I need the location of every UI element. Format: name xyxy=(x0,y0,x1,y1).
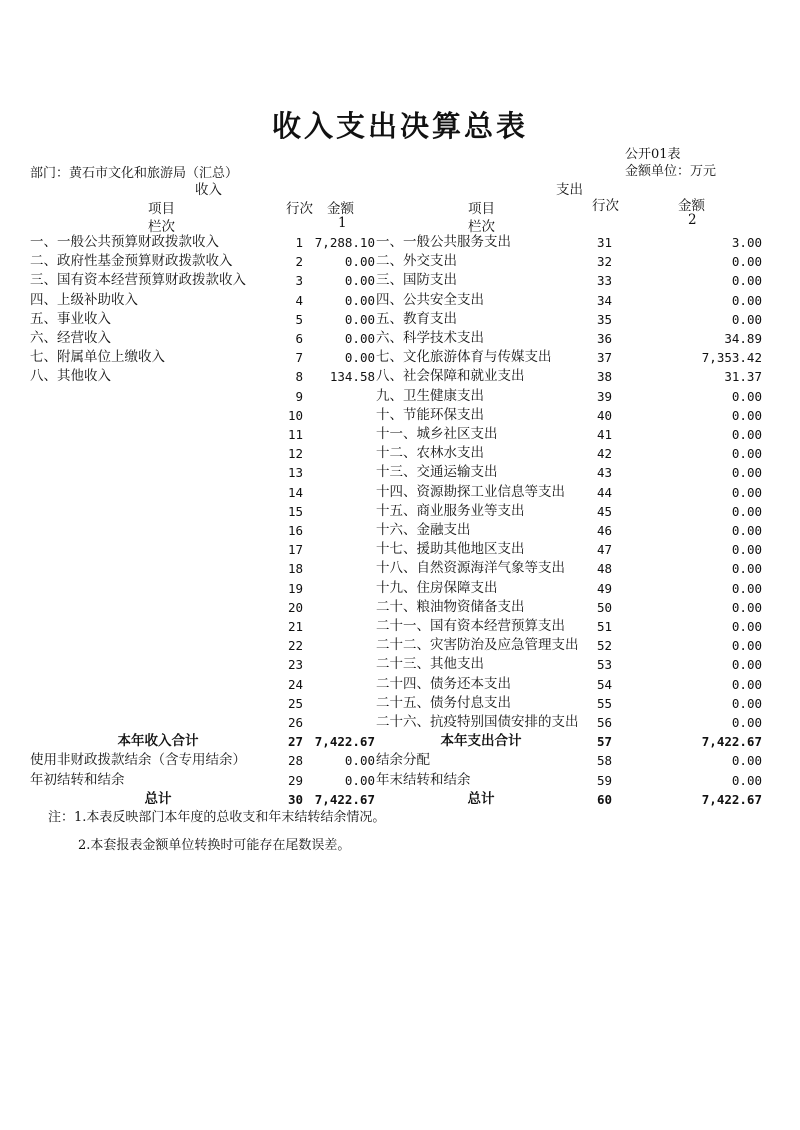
expense-item: 十九、住房保障支出 xyxy=(376,580,498,596)
expense-seq-label: 栏次 xyxy=(468,219,495,235)
income-amount: 0.00 xyxy=(344,293,375,308)
expense-row-number: 53 xyxy=(597,657,613,672)
income-row-number: 15 xyxy=(287,504,303,519)
income-header: 收入 xyxy=(195,182,222,198)
expense-row-number: 60 xyxy=(597,792,613,807)
expense-row-number: 54 xyxy=(597,677,613,692)
expense-row-number: 47 xyxy=(597,542,613,557)
expense-amount: 0.00 xyxy=(731,561,762,576)
income-row-number: 1 xyxy=(295,235,303,250)
expense-item: 十三、交通运输支出 xyxy=(376,464,498,480)
expense-amount: 7,353.42 xyxy=(701,350,762,365)
expense-item: 二十三、其他支出 xyxy=(376,656,484,672)
income-amount: 7,422.67 xyxy=(314,792,375,807)
income-item-header: 项目 xyxy=(148,201,175,217)
expense-amount: 0.00 xyxy=(731,465,762,480)
income-row-number: 23 xyxy=(287,657,303,672)
income-seq-number: 1 xyxy=(338,215,347,231)
expense-row-number: 37 xyxy=(597,350,613,365)
expense-row-number: 56 xyxy=(597,715,613,730)
expense-row-number: 34 xyxy=(597,293,613,308)
expense-item: 二十、粮油物资储备支出 xyxy=(376,599,525,615)
income-amount-header: 金额 xyxy=(327,201,354,217)
expense-row-number: 36 xyxy=(597,331,613,346)
income-row-number: 4 xyxy=(295,293,303,308)
expense-item: 二十四、债务还本支出 xyxy=(376,676,511,692)
expense-amount: 0.00 xyxy=(731,677,762,692)
income-row-number: 27 xyxy=(287,734,303,749)
expense-row-number: 52 xyxy=(597,638,613,653)
income-row-number: 19 xyxy=(287,581,303,596)
income-row-number: 3 xyxy=(295,273,303,288)
income-item: 七、附属单位上缴收入 xyxy=(30,349,165,365)
income-row-number: 22 xyxy=(287,638,303,653)
income-item: 二、政府性基金预算财政拨款收入 xyxy=(30,253,233,269)
income-amount: 0.00 xyxy=(344,753,375,768)
income-amount: 0.00 xyxy=(344,273,375,288)
department: 部门：黄石市文化和旅游局（汇总） xyxy=(30,166,239,181)
income-amount: 7,422.67 xyxy=(314,734,375,749)
expense-row-number: 45 xyxy=(597,504,613,519)
expense-item: 二、外交支出 xyxy=(376,253,457,269)
expense-amount: 0.00 xyxy=(731,523,762,538)
expense-item-header: 项目 xyxy=(468,201,495,217)
income-row-number: 24 xyxy=(287,677,303,692)
income-amount: 0.00 xyxy=(344,312,375,327)
expense-item: 二十一、国有资本经营预算支出 xyxy=(376,618,565,634)
expense-row-number: 55 xyxy=(597,696,613,711)
expense-row-number: 33 xyxy=(597,273,613,288)
expense-amount-header: 金额 xyxy=(678,198,705,214)
income-item: 八、其他收入 xyxy=(30,368,111,384)
income-item: 一、一般公共预算财政拨款收入 xyxy=(30,234,219,250)
income-row-number: 21 xyxy=(287,619,303,634)
expense-amount: 0.00 xyxy=(731,446,762,461)
footnote-2: 2.本套报表金额单位转换时可能存在尾数误差。 xyxy=(78,838,351,853)
expense-amount: 0.00 xyxy=(731,638,762,653)
expense-row-number: 41 xyxy=(597,427,613,442)
expense-amount: 3.00 xyxy=(731,235,762,250)
income-row-number: 17 xyxy=(287,542,303,557)
expense-row-number: 48 xyxy=(597,561,613,576)
income-item: 四、上级补助收入 xyxy=(30,292,138,308)
form-code: 公开01表 xyxy=(625,147,681,162)
expense-row-number: 57 xyxy=(597,734,613,749)
income-item: 五、事业收入 xyxy=(30,311,111,327)
expense-row-number: 59 xyxy=(597,773,613,788)
expense-amount: 0.00 xyxy=(731,427,762,442)
expense-row-number: 58 xyxy=(597,753,613,768)
page-title: 收入支出决算总表 xyxy=(271,109,528,143)
expense-amount: 0.00 xyxy=(731,293,762,308)
expense-row-number: 35 xyxy=(597,312,613,327)
expense-item: 结余分配 xyxy=(376,752,430,768)
income-amount: 0.00 xyxy=(344,773,375,788)
expense-amount: 0.00 xyxy=(731,254,762,269)
income-amount: 134.58 xyxy=(329,369,375,384)
expense-amount: 0.00 xyxy=(731,504,762,519)
expense-item: 九、卫生健康支出 xyxy=(376,388,484,404)
expense-row-number: 42 xyxy=(597,446,613,461)
expense-item: 七、文化旅游体育与传媒支出 xyxy=(376,349,552,365)
income-row-number: 26 xyxy=(287,715,303,730)
expense-row-number: 50 xyxy=(597,600,613,615)
income-amount: 7,288.10 xyxy=(314,235,375,250)
expense-seq-number: 2 xyxy=(688,212,697,228)
expense-amount: 7,422.67 xyxy=(701,792,762,807)
expense-item: 一、一般公共服务支出 xyxy=(376,234,511,250)
expense-item: 年末结转和结余 xyxy=(376,772,471,788)
income-row-number: 14 xyxy=(287,485,303,500)
income-row-number: 8 xyxy=(295,369,303,384)
expense-amount: 0.00 xyxy=(731,273,762,288)
expense-item: 十五、商业服务业等支出 xyxy=(376,503,525,519)
income-amount: 0.00 xyxy=(344,350,375,365)
income-item: 使用非财政拨款结余（含专用结余） xyxy=(30,752,246,768)
expense-item: 十、节能环保支出 xyxy=(376,407,484,423)
expense-item: 二十五、债务付息支出 xyxy=(376,695,511,711)
expense-row-number: 39 xyxy=(597,389,613,404)
expense-item: 十二、农林水支出 xyxy=(376,445,484,461)
income-row-number: 16 xyxy=(287,523,303,538)
footnote-1: 注：1.本表反映部门本年度的总收支和年末结转结余情况。 xyxy=(48,810,386,825)
income-row-number: 12 xyxy=(287,446,303,461)
expense-amount: 0.00 xyxy=(731,657,762,672)
expense-item: 十六、金融支出 xyxy=(376,522,471,538)
income-row-number: 29 xyxy=(287,773,303,788)
income-row-number: 6 xyxy=(295,331,303,346)
expense-amount: 0.00 xyxy=(731,715,762,730)
income-item: 本年收入合计 xyxy=(117,733,199,749)
income-seq-label: 栏次 xyxy=(148,219,175,235)
expense-item: 二十六、抗疫特别国债安排的支出 xyxy=(376,714,579,730)
income-row-number: 20 xyxy=(287,600,303,615)
expense-amount: 0.00 xyxy=(731,619,762,634)
expense-item: 六、科学技术支出 xyxy=(376,330,484,346)
expense-amount: 7,422.67 xyxy=(701,734,762,749)
income-row-number: 5 xyxy=(295,312,303,327)
expense-row-number: 46 xyxy=(597,523,613,538)
expense-item: 二十二、灾害防治及应急管理支出 xyxy=(376,637,579,653)
expense-amount: 0.00 xyxy=(731,408,762,423)
income-amount: 0.00 xyxy=(344,331,375,346)
expense-row-number: 51 xyxy=(597,619,613,634)
expense-amount: 0.00 xyxy=(731,389,762,404)
expense-amount: 0.00 xyxy=(731,542,762,557)
income-row-number: 11 xyxy=(287,427,303,442)
expense-item: 十一、城乡社区支出 xyxy=(376,426,498,442)
income-row-number: 30 xyxy=(287,792,303,807)
expense-row-number: 38 xyxy=(597,369,613,384)
expense-row-number: 44 xyxy=(597,485,613,500)
expense-amount: 0.00 xyxy=(731,312,762,327)
expense-row-number: 43 xyxy=(597,465,613,480)
expense-amount: 0.00 xyxy=(731,753,762,768)
expense-item: 本年支出合计 xyxy=(440,733,522,749)
expense-amount: 0.00 xyxy=(731,485,762,500)
expense-amount: 0.00 xyxy=(731,773,762,788)
expense-item: 五、教育支出 xyxy=(376,311,457,327)
expense-row-number: 32 xyxy=(597,254,613,269)
expense-amount: 31.37 xyxy=(724,369,762,384)
income-item: 年初结转和结余 xyxy=(30,772,125,788)
expense-item: 十四、资源勘探工业信息等支出 xyxy=(376,484,565,500)
income-item: 六、经营收入 xyxy=(30,330,111,346)
income-row-number: 2 xyxy=(295,254,303,269)
expense-item: 四、公共安全支出 xyxy=(376,292,484,308)
income-item: 三、国有资本经营预算财政拨款收入 xyxy=(30,272,246,288)
expense-amount: 0.00 xyxy=(731,600,762,615)
amount-unit: 金额单位：万元 xyxy=(625,164,717,179)
expense-row-number: 40 xyxy=(597,408,613,423)
income-row-number: 10 xyxy=(287,408,303,423)
expense-item: 十七、援助其他地区支出 xyxy=(376,541,525,557)
income-amount: 0.00 xyxy=(344,254,375,269)
income-row-number: 9 xyxy=(295,389,303,404)
expense-item: 八、社会保障和就业支出 xyxy=(376,368,525,384)
income-row-number: 13 xyxy=(287,465,303,480)
income-row-number: 18 xyxy=(287,561,303,576)
expense-header: 支出 xyxy=(556,182,583,198)
expense-row-header: 行次 xyxy=(592,198,619,214)
income-row-number: 28 xyxy=(287,753,303,768)
income-row-header: 行次 xyxy=(286,201,313,217)
income-item: 总计 xyxy=(144,791,172,807)
income-row-number: 7 xyxy=(295,350,303,365)
expense-amount: 34.89 xyxy=(724,331,762,346)
expense-item: 三、国防支出 xyxy=(376,272,457,288)
expense-row-number: 49 xyxy=(597,581,613,596)
expense-amount: 0.00 xyxy=(731,696,762,711)
expense-item: 总计 xyxy=(467,791,495,807)
expense-row-number: 31 xyxy=(597,235,613,250)
income-row-number: 25 xyxy=(287,696,303,711)
expense-amount: 0.00 xyxy=(731,581,762,596)
expense-item: 十八、自然资源海洋气象等支出 xyxy=(376,560,565,576)
